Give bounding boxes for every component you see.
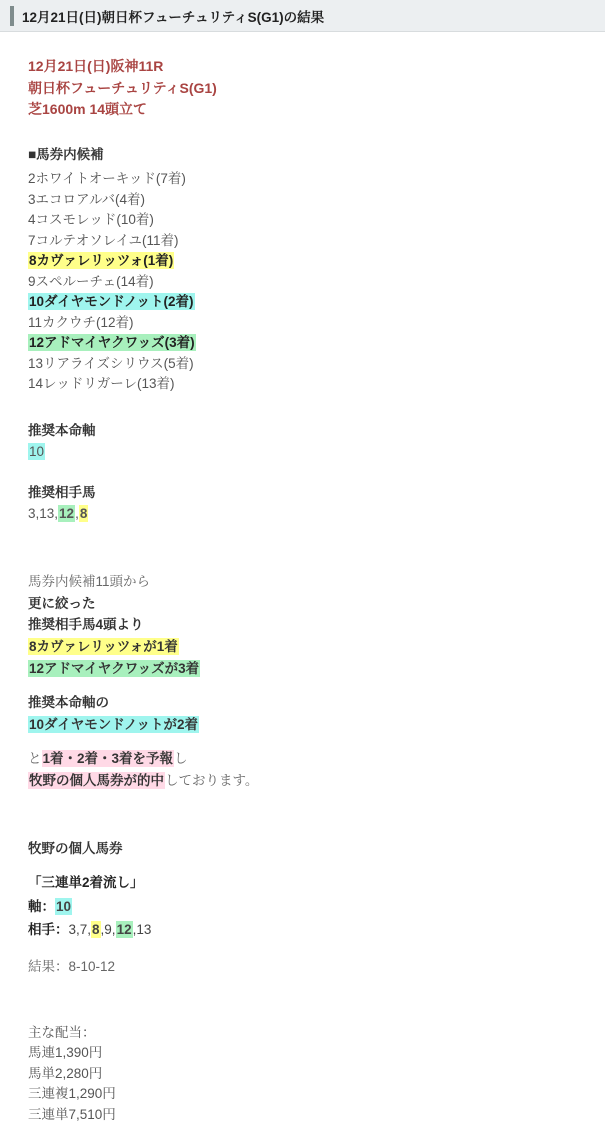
ticket-axis-value: 10 (56, 898, 72, 914)
spacer (28, 736, 577, 748)
race-name: 朝日杯フューチュリティS(G1) (28, 79, 217, 96)
race-date-venue: 12月21日(日)阪神11R (28, 58, 164, 74)
spacer (28, 680, 577, 692)
narrative-line-7 (28, 714, 577, 736)
race-heading (28, 56, 577, 121)
page-header (0, 0, 605, 32)
ticket-partner-part: 12 (116, 921, 132, 937)
candidates-title: ■馬券内候補 (28, 147, 104, 163)
ticket-partner-values (69, 921, 152, 938)
candidates-list (28, 169, 577, 395)
narrative-line-6: 推奨本命軸の (28, 695, 109, 711)
narrative-line-9-highlight: 牧野の個人馬券が的中 (29, 772, 164, 788)
ticket-partner-part: ,9, (100, 921, 116, 937)
list-item (28, 251, 577, 272)
narrative-line-8 (28, 748, 577, 770)
list-item: 14レッドリガーレ(13着) (28, 376, 175, 392)
spacer (28, 543, 577, 571)
narrative-line-8-pre: と (28, 750, 42, 766)
ticket-type-text: 「三連単2着流し」 (28, 875, 144, 891)
list-item: 11カクウチ(12着) (28, 314, 134, 330)
ticket-partner-label: 相手： (28, 921, 69, 937)
article-body (0, 32, 605, 1145)
ticket-axis-label: 軸： (28, 898, 55, 914)
narrative-block (28, 571, 577, 792)
narrative-line-5-text: 12アドマイヤクワッズが3着 (29, 661, 200, 677)
list-item: 4コスモレッド(10着) (28, 212, 154, 228)
list-item: 3エコロアルバ(4着) (28, 191, 146, 207)
ticket-type (28, 871, 577, 894)
ticket-partner-part: ,13 (132, 921, 152, 937)
aite-part: 12 (59, 505, 75, 521)
aite-part: 3,13, (28, 505, 59, 521)
ticket-axis (28, 895, 577, 918)
narrative-line-4-text: 8カヴァレリッツォが1着 (29, 639, 178, 655)
payout-item: 三連複1,290円 (28, 1086, 116, 1102)
aite-label: 推奨相手馬 (28, 484, 96, 500)
narrative-line-4 (28, 636, 577, 658)
narrative-line-8-bold: 1着・2着・3着を予報 (42, 750, 174, 766)
list-item: 7コルテオソレイユ(11着) (28, 232, 179, 248)
honmei-value (28, 444, 577, 459)
payout-item: 馬連1,390円 (28, 1045, 103, 1061)
payout-item: 馬単2,280円 (28, 1065, 103, 1081)
list-item-label: 8カヴァレリッツォ(1着) (29, 253, 174, 269)
aite-part: 8 (79, 505, 88, 521)
page-title: 12月21日(日)朝日杯フューチュリティS(G1)の結果 (22, 9, 325, 25)
narrative-line-9-post: しております。 (165, 772, 259, 788)
list-item-label: 12アドマイヤクワッズ(3着) (29, 335, 195, 351)
spacer (28, 1003, 577, 1021)
narrative-line-8-post: し (174, 750, 188, 766)
list-item: 9スペルーチェ(14着) (28, 273, 154, 289)
list-item: 2ホワイトオーキッド(7着) (28, 171, 186, 187)
spacer (28, 819, 577, 837)
list-item-label: 10ダイヤモンドノット(2着) (29, 294, 194, 310)
spacer (28, 975, 577, 1003)
narrative-line-2: 更に絞った (28, 595, 96, 611)
honmei-block (28, 419, 577, 459)
ticket-partner-part: 3,7, (68, 921, 92, 937)
narrative-line-1: 馬券内候補11頭から (28, 573, 151, 589)
ticket-title: 牧野の個人馬券 (28, 841, 123, 857)
ticket-partner-part: 8 (92, 921, 100, 937)
honmei-number: 10 (29, 443, 45, 459)
ticket-result: 結果：8-10-12 (28, 959, 116, 975)
payout-list (28, 1043, 577, 1125)
list-item: 13リアライズシリウス(5着) (28, 355, 194, 371)
header-accent-bar (10, 6, 14, 26)
narrative-line-7-text: 10ダイヤモンドノットが2着 (29, 716, 198, 732)
list-item (28, 292, 577, 313)
payout-item: 三連単7,510円 (28, 1106, 116, 1122)
aite-block (28, 481, 577, 521)
race-conditions: 芝1600m 14頭立て (28, 101, 148, 118)
honmei-label: 推奨本命軸 (28, 422, 96, 438)
narrative-line-3: 推奨相手馬4頭より (28, 617, 144, 633)
list-item (28, 333, 577, 354)
aite-value (28, 506, 577, 521)
narrative-line-5 (28, 658, 577, 680)
aite-part: , (75, 505, 79, 521)
narrative-line-9 (28, 770, 577, 792)
ticket-partners (28, 918, 577, 941)
spacer (28, 791, 577, 819)
payout-title: 主な配当： (28, 1025, 96, 1041)
